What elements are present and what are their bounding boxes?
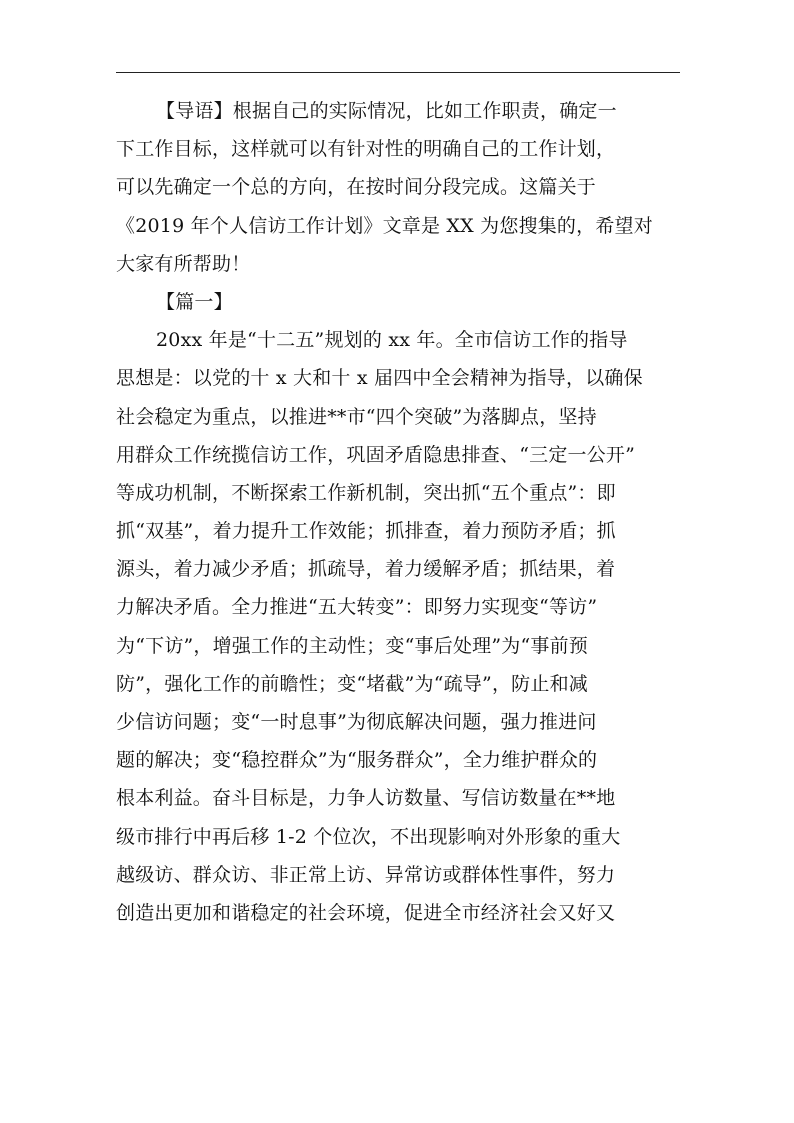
body-line: 根本利益。奋斗目标是，力争人访数量、写信访数量在**地 xyxy=(116,787,616,810)
body-line: 为“下访”，增强工作的主动性；变“事后处理”为“事前预 xyxy=(116,634,588,657)
body-line: 防”，强化工作的前瞻性；变“堵截”为“疏导”，防止和减 xyxy=(116,672,588,695)
body-line: 抓“双基”，着力提升工作效能；抓排查，着力预防矛盾；抓 xyxy=(116,520,616,543)
document-body xyxy=(116,92,684,932)
body-line: 社会稳定为重点，以推进**市“四个突破”为落脚点，坚持 xyxy=(116,405,597,428)
intro-line: 下工作目标，这样就可以有针对性的明确自己的工作计划， xyxy=(116,138,616,161)
body-line: 思想是：以党的十 x 大和十 x 届四中全会精神为指导，以确保 xyxy=(116,367,643,390)
body-line: 少信访问题；变“一时息事”为彻底解决问题，强力推进问 xyxy=(116,711,597,733)
body-line: 越级访、群众访、非正常上访、异常访或群体性事件，努力 xyxy=(116,863,616,886)
body-line: 用群众工作统揽信访工作，巩固矛盾隐患排查、“三定一公开” xyxy=(116,443,636,466)
intro-line: 《2019 年个人信访工作计划》文章是 XX 为您搜集的，希望对 xyxy=(116,214,653,237)
header-rule xyxy=(116,72,680,73)
intro-line: 大家有所帮助！ xyxy=(116,252,251,275)
body-line: 源头，着力减少矛盾；抓疏导，着力缓解矛盾；抓结果，着 xyxy=(116,558,616,581)
body-line: 题的解决；变“稳控群众”为“服务群众”，全力维护群众的 xyxy=(116,749,598,772)
body-line: 级市排行中再后移 1-2 个位次，不出现影响对外形象的重大 xyxy=(116,825,621,848)
intro-line: 【导语】根据自己的实际情况，比如工作职责，确定一 xyxy=(156,100,617,122)
body-line: 力解决矛盾。全力推进“五大转变”：即努力实现变“等访” xyxy=(116,596,598,619)
body-line: 等成功机制，不断探索工作新机制，突出抓“五个重点”：即 xyxy=(116,481,616,504)
intro-line: 可以先确定一个总的方向，在按时间分段完成。这篇关于 xyxy=(116,176,597,199)
body-line: 创造出更加和谐稳定的社会环境，促进全市经济社会又好又 xyxy=(116,901,616,924)
body-line: 20xx 年是“十二五”规划的 xx 年。全市信访工作的指导 xyxy=(156,329,628,352)
section-heading: 【篇一】 xyxy=(156,290,233,313)
